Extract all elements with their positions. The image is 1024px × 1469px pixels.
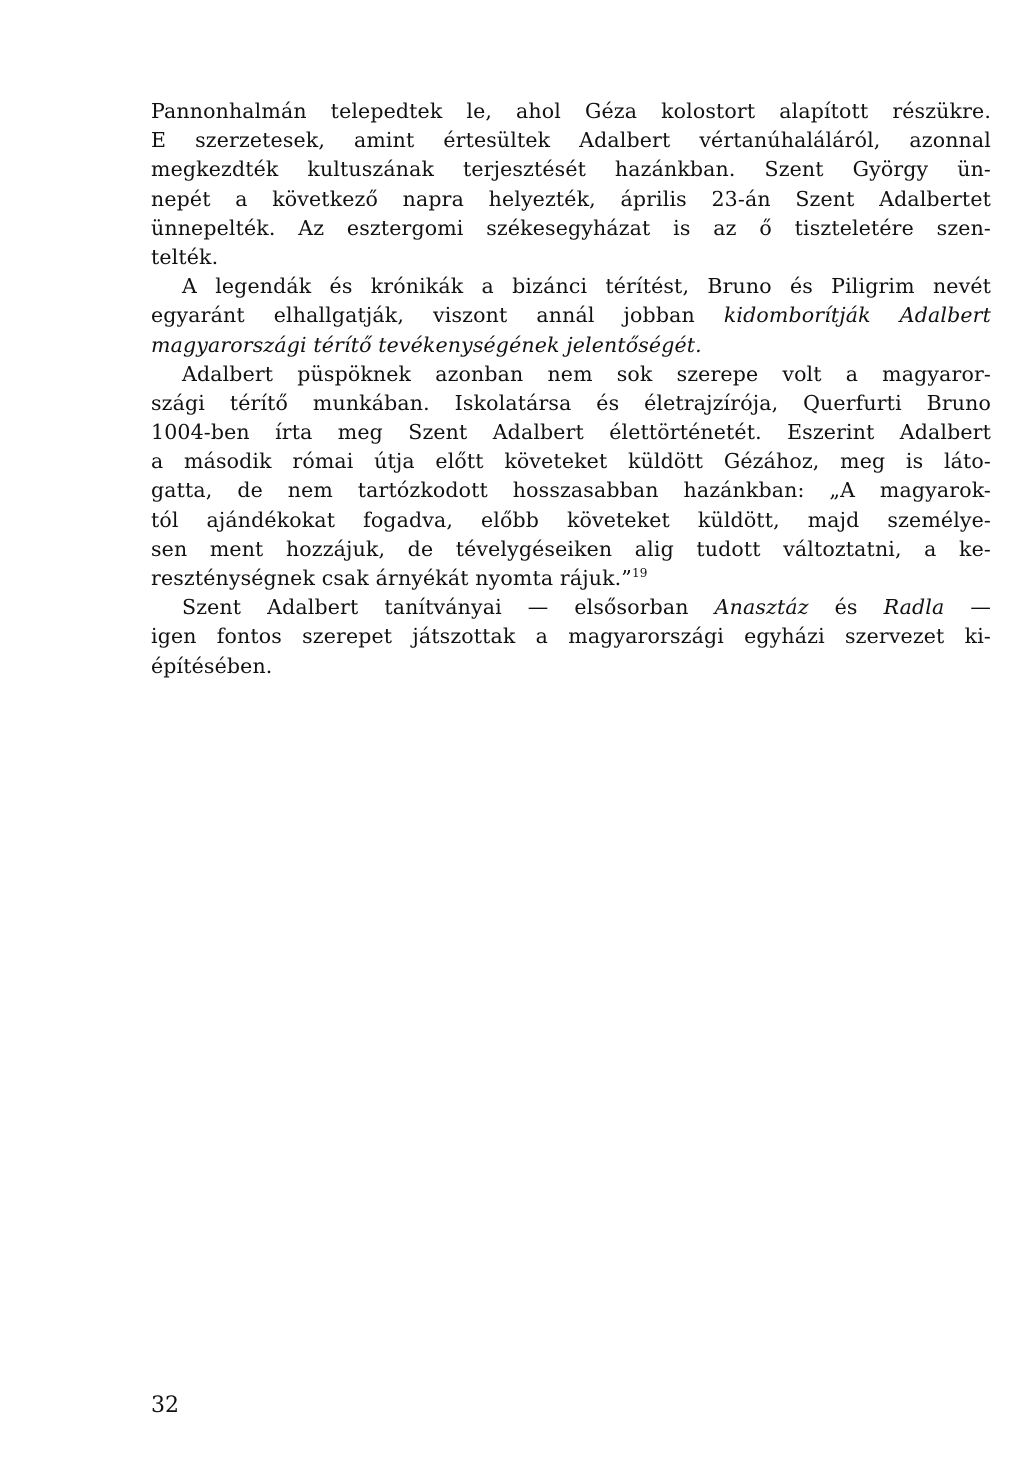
- text-line: gatta, de nem tartózkodott hosszasabban hazánkban: „A magyarok-: [151, 478, 991, 503]
- text-line: építésében.: [151, 653, 273, 678]
- text-line: szági térítő munkában. Iskolatársa és életrajzírója, Querfurti Bruno: [151, 390, 991, 415]
- paragraph-start-line: Adalbert püspöknek azonban nem sok szerepe volt a magyaror-: [182, 361, 991, 386]
- text-line: E szerzetesek, amint értesültek Adalbert vértanúhaláláról, azonnal: [151, 128, 991, 153]
- italic-name-radla: Radla: [883, 595, 945, 620]
- text-line: [151, 301, 991, 330]
- text-line: telték.: [151, 244, 219, 269]
- footnote-marker: 19: [631, 566, 648, 581]
- text-line: sen ment hozzájuk, de tévelygéseiken alig tudott változtatni, a ke-: [151, 536, 991, 561]
- text-segment: egyaránt elhallgatják, viszont annál jobban: [151, 303, 695, 328]
- quote-end-segment: reszténységnek csak árnyékát nyomta rájuk.”: [151, 566, 632, 590]
- paragraph-start-line: [151, 593, 991, 622]
- italic-line: magyarországi térítő tevékenységének jelentőségét.: [151, 332, 702, 357]
- text-line: 1004-ben írta meg Szent Adalbert élettörténetét. Eszerint Adalbert: [151, 420, 991, 445]
- text-segment: Szent Adalbert tanítványai — elsősorban: [182, 595, 689, 620]
- text-line: igen fontos szerepet játszottak a magyarországi egyházi szervezet ki-: [151, 624, 991, 649]
- dash-segment: —: [970, 595, 991, 620]
- text-line: megkezdték kultuszának terjesztését hazánkban. Szent György ün-: [151, 157, 991, 182]
- body-text: [151, 97, 991, 681]
- text-line: tól ajándékokat fogadva, előbb követeket küldött, majd személye-: [151, 507, 991, 532]
- text-line: [151, 564, 991, 593]
- text-line: Pannonhalmán telepedtek le, ahol Géza kolostort alapított részükre.: [151, 99, 991, 123]
- text-line: nepét a következő napra helyezték, április 23-án Szent Adalbertet: [151, 186, 991, 211]
- text-line: a második római útja előtt követeket küldött Gézához, meg is láto-: [151, 449, 991, 474]
- text-line: ünnepelték. Az esztergomi székesegyházat is az ő tiszteletére szen-: [151, 215, 991, 240]
- page-number: 32: [151, 1393, 179, 1418]
- italic-name-anasztaz: Anasztáz: [714, 595, 809, 620]
- text-segment: és: [834, 595, 858, 620]
- paragraph-start-line: A legendák és krónikák a bizánci térítést, Bruno és Piligrim nevét: [182, 274, 991, 299]
- italic-segment: kidomborítják Adalbert: [723, 303, 991, 328]
